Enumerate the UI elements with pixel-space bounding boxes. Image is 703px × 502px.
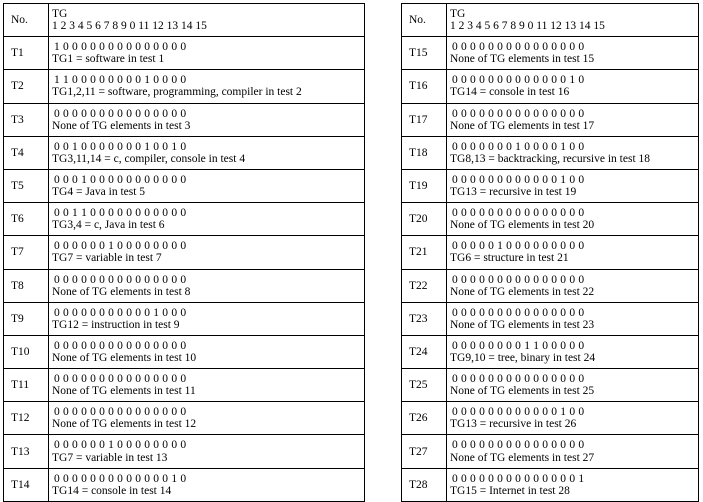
table-row — [4, 203, 365, 236]
row-tg-cell — [447, 269, 699, 302]
table-row — [402, 435, 699, 468]
tg-description: TG15 = Internet in test 28 — [450, 484, 570, 497]
row-tg-cell — [49, 203, 365, 236]
row-number: T6 — [4, 203, 49, 236]
tg-description: TG8,13 = backtracking, recursive in test 18 — [450, 152, 651, 165]
row-tg-cell — [447, 435, 699, 468]
tg-description: TG12 = instruction in test 9 — [52, 318, 180, 331]
tg-vector: 0 0 0 0 0 0 0 0 0 0 0 0 1 0 0 — [452, 406, 585, 419]
row-tg-cell — [447, 335, 699, 368]
row-tg-cell — [447, 37, 699, 70]
tg-vector: 0 0 0 0 0 0 0 0 0 0 0 0 0 1 0 — [54, 472, 187, 485]
tg-description: None of TG elements in test 10 — [52, 351, 197, 364]
row-number: T8 — [4, 269, 49, 302]
tg-description: None of TG elements in test 22 — [450, 285, 595, 298]
tg-vector: 0 0 0 0 0 0 1 0 0 0 0 0 0 0 0 — [54, 240, 187, 253]
table-row — [402, 37, 699, 70]
row-number: T7 — [4, 236, 49, 269]
tg-description: TG7 = variable in test 7 — [52, 252, 162, 265]
row-number: T21 — [402, 236, 447, 269]
header-tg — [49, 4, 365, 37]
row-tg-cell — [49, 335, 365, 368]
tg-vector: 0 0 0 0 0 0 0 0 0 0 0 0 0 0 0 — [452, 41, 585, 54]
row-tg-cell — [49, 136, 365, 169]
row-number: T16 — [402, 70, 447, 103]
tg-vector: 0 0 0 0 0 0 0 0 1 1 0 0 0 0 0 — [452, 339, 585, 352]
tg-description: None of TG elements in test 11 — [52, 385, 196, 398]
tg-description: None of TG elements in test 20 — [450, 219, 595, 232]
table-row — [402, 169, 699, 202]
table-row — [4, 302, 365, 335]
row-tg-cell — [447, 203, 699, 236]
row-number: T26 — [402, 402, 447, 435]
row-tg-cell — [447, 103, 699, 136]
tg-vector: 0 0 1 1 0 0 0 0 0 0 0 0 0 0 0 — [54, 207, 187, 220]
tg-description: TG14 = console in test 14 — [52, 484, 172, 497]
tg-description: TG14 = console in test 16 — [450, 86, 570, 99]
tg-description: None of TG elements in test 12 — [52, 418, 197, 431]
tg-description: TG4 = Java in test 5 — [52, 186, 146, 199]
row-number: T13 — [4, 435, 49, 468]
table-row — [402, 302, 699, 335]
row-number: T25 — [402, 369, 447, 402]
row-number: T28 — [402, 468, 447, 501]
table-header-row — [402, 4, 699, 37]
tg-vector: 0 0 0 0 0 0 0 0 0 0 0 0 0 0 0 — [54, 373, 187, 386]
row-tg-cell — [447, 70, 699, 103]
table-row — [4, 103, 365, 136]
tg-vector: 0 0 0 0 0 0 0 0 0 0 0 0 0 1 0 — [452, 74, 585, 87]
row-tg-cell — [49, 169, 365, 202]
tg-description: None of TG elements in test 23 — [450, 318, 595, 331]
tg-vector: 0 0 0 0 0 0 0 0 0 0 0 0 1 0 0 — [452, 173, 585, 186]
row-tg-cell — [49, 37, 365, 70]
table-row — [4, 136, 365, 169]
tg-vector: 0 0 0 0 0 0 0 0 0 0 0 0 0 0 0 — [452, 207, 585, 220]
row-tg-cell — [49, 103, 365, 136]
tg-description: TG13 = recursive in test 19 — [450, 186, 577, 199]
table-row — [4, 169, 365, 202]
row-number: T4 — [4, 136, 49, 169]
tg-description: None of TG elements in test 8 — [52, 285, 191, 298]
tg-description: TG6 = structure in test 21 — [450, 252, 569, 265]
tg-vector: 0 0 0 1 0 0 0 0 0 0 0 0 0 0 0 — [54, 173, 187, 186]
table-row — [402, 402, 699, 435]
table-row — [4, 70, 365, 103]
row-tg-cell — [49, 269, 365, 302]
tg-description: None of TG elements in test 25 — [450, 385, 595, 398]
row-tg-cell — [447, 236, 699, 269]
tg-description: None of TG elements in test 27 — [450, 451, 595, 464]
row-number: T17 — [402, 103, 447, 136]
table-row — [402, 335, 699, 368]
tg-description: TG9,10 = tree, binary in test 24 — [450, 351, 596, 364]
tg-vector: 0 0 0 0 0 0 0 0 0 0 0 0 0 0 0 — [452, 306, 585, 319]
table-row — [4, 335, 365, 368]
row-number: T20 — [402, 203, 447, 236]
tg-vector: 0 0 0 0 0 0 0 0 0 0 0 0 0 0 0 — [452, 107, 585, 120]
tg-vector: 0 0 0 0 0 0 0 0 0 0 0 0 0 0 0 — [54, 406, 187, 419]
tg-vector: 0 0 0 0 0 0 0 0 0 0 0 0 0 0 0 — [54, 339, 187, 352]
tg-vector: 1 1 0 0 0 0 0 0 0 0 1 0 0 0 0 — [54, 74, 187, 87]
tg-vector: 0 0 0 0 0 0 1 0 0 0 0 0 0 0 0 — [54, 439, 187, 452]
table-row — [402, 369, 699, 402]
row-tg-cell — [49, 302, 365, 335]
row-tg-cell — [49, 70, 365, 103]
table-row — [4, 37, 365, 70]
header-index-row: 1 2 3 4 5 6 7 8 9 0 11 12 13 14 15 — [52, 20, 207, 33]
table-row — [4, 369, 365, 402]
tg-description: TG3,11,14 = c, compiler, console in test 4 — [52, 152, 246, 165]
row-tg-cell — [49, 402, 365, 435]
tg-vector: 0 0 0 0 0 0 0 0 0 0 0 1 0 0 0 — [54, 306, 187, 319]
table-row — [402, 136, 699, 169]
row-number: T24 — [402, 335, 447, 368]
tg-vector: 0 0 0 0 0 0 0 0 0 0 0 0 0 0 0 — [452, 273, 585, 286]
tg-description: None of TG elements in test 3 — [52, 119, 191, 132]
header-no: No. — [4, 4, 49, 37]
row-tg-cell — [447, 169, 699, 202]
row-tg-cell — [447, 402, 699, 435]
table-row — [4, 236, 365, 269]
row-number: T5 — [4, 169, 49, 202]
row-tg-cell — [447, 468, 699, 501]
tg-vector: 0 0 0 0 0 0 0 0 0 0 0 0 0 0 1 — [452, 472, 585, 485]
row-tg-cell — [49, 236, 365, 269]
table-row — [4, 435, 365, 468]
header-tg — [447, 4, 699, 37]
table-row — [4, 402, 365, 435]
row-tg-cell — [447, 369, 699, 402]
header-tg-label: TG — [52, 8, 68, 21]
row-number: T22 — [402, 269, 447, 302]
table-row — [4, 468, 365, 501]
tg-vector: 0 0 0 0 0 0 0 0 0 0 0 0 0 0 0 — [452, 439, 585, 452]
table-row — [402, 70, 699, 103]
row-tg-cell — [49, 435, 365, 468]
tg-description: None of TG elements in test 15 — [450, 53, 595, 66]
table-row — [402, 203, 699, 236]
header-no: No. — [402, 4, 447, 37]
row-number: T2 — [4, 70, 49, 103]
table-row — [402, 468, 699, 501]
row-number: T9 — [4, 302, 49, 335]
row-number: T19 — [402, 169, 447, 202]
row-number: T18 — [402, 136, 447, 169]
tg-description: TG3,4 = c, Java in test 6 — [52, 219, 165, 232]
tg-description: TG1,2,11 = software, programming, compiler in test 2 — [52, 86, 302, 99]
row-number: T11 — [4, 369, 49, 402]
table-header-row — [4, 4, 365, 37]
row-number: T14 — [4, 468, 49, 501]
row-number: T23 — [402, 302, 447, 335]
tg-vector: 0 0 0 0 0 1 0 0 0 0 0 0 0 0 0 — [452, 240, 585, 253]
table-row — [402, 103, 699, 136]
header-index-row: 1 2 3 4 5 6 7 8 9 0 11 12 13 14 15 — [450, 20, 605, 33]
row-number: T27 — [402, 435, 447, 468]
tg-vector: 0 0 1 0 0 0 0 0 0 0 1 0 0 1 0 — [54, 140, 187, 153]
table-row — [402, 269, 699, 302]
tg-vector: 0 0 0 0 0 0 0 0 0 0 0 0 0 0 0 — [452, 373, 585, 386]
tg-vector: 0 0 0 0 0 0 0 1 0 0 0 0 1 0 0 — [452, 140, 585, 153]
row-number: T1 — [4, 37, 49, 70]
row-number: T3 — [4, 103, 49, 136]
row-number: T12 — [4, 402, 49, 435]
row-tg-cell — [49, 369, 365, 402]
tg-description: None of TG elements in test 17 — [450, 119, 595, 132]
tg-vector: 0 0 0 0 0 0 0 0 0 0 0 0 0 0 0 — [54, 107, 187, 120]
tg-vector: 0 0 0 0 0 0 0 0 0 0 0 0 0 0 0 — [54, 273, 187, 286]
row-tg-cell — [447, 136, 699, 169]
tg-description: TG7 = variable in test 13 — [52, 451, 168, 464]
row-number: T15 — [402, 37, 447, 70]
row-tg-cell — [49, 468, 365, 501]
row-number: T10 — [4, 335, 49, 368]
table-row — [402, 236, 699, 269]
row-tg-cell — [447, 302, 699, 335]
tg-table-left — [3, 3, 365, 502]
tg-description: TG1 = software in test 1 — [52, 53, 165, 66]
tg-table-right — [401, 3, 699, 502]
tg-vector: 1 0 0 0 0 0 0 0 0 0 0 0 0 0 0 — [54, 41, 187, 54]
tg-description: TG13 = recursive in test 26 — [450, 418, 577, 431]
table-row — [4, 269, 365, 302]
header-tg-label: TG — [450, 8, 466, 21]
